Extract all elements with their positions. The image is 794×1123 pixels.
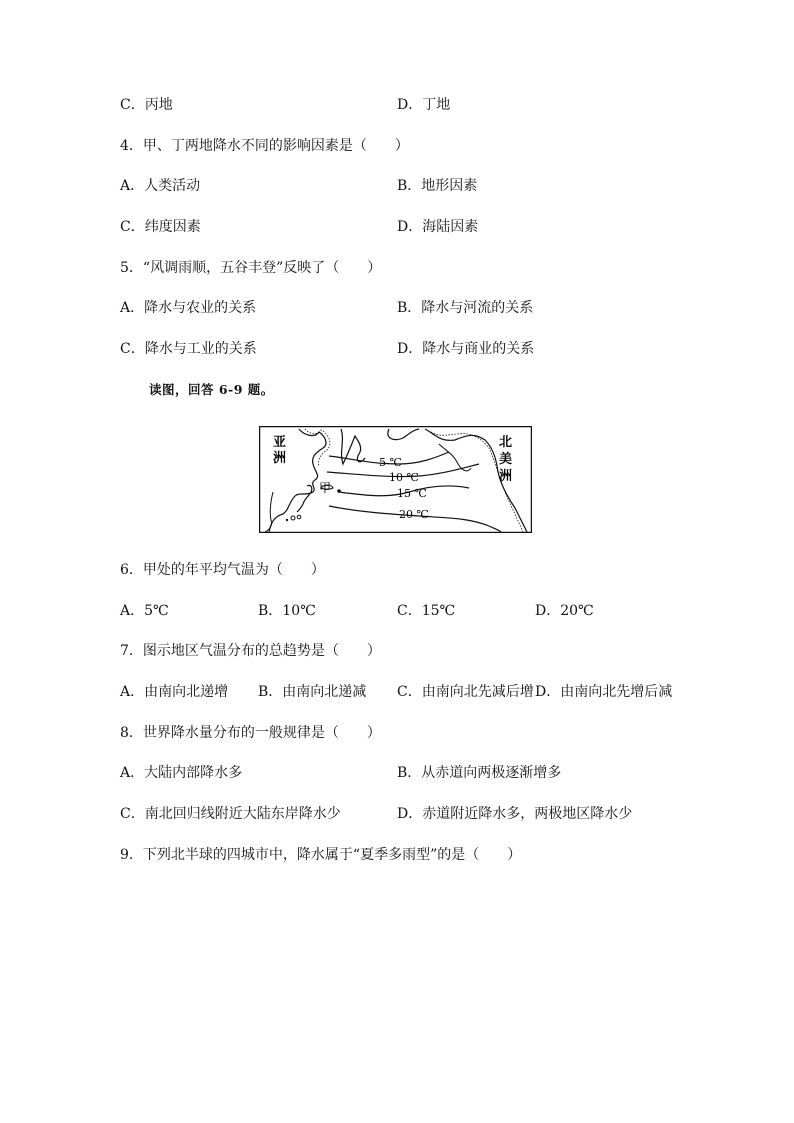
q4-option-a: A．人类活动 <box>120 178 201 194</box>
q8-option-d: D．赤道附近降水多，两极地区降水少 <box>397 806 633 822</box>
point-jia-marker <box>337 489 341 493</box>
q3-option-d: D．丁地 <box>397 97 451 113</box>
q7-option-d: D．由南向北先增后减 <box>535 684 673 700</box>
q7-option-a: A．由南向北递增 <box>120 684 229 700</box>
q4-option-d: D．海陆因素 <box>397 219 479 235</box>
q7-option-c: C．由南向北先减后增 <box>397 684 534 700</box>
q6-option-a: A．5℃ <box>120 603 169 619</box>
q6-stem: 6．甲处的年平均气温为（ ） <box>120 562 325 578</box>
q5-stem: 5．“风调雨顺，五谷丰登”反映了（ ） <box>120 260 382 276</box>
isotherm-label-10: 10 ℃ <box>389 471 419 484</box>
q3-option-c: C．丙地 <box>120 97 173 113</box>
north-america-label-3: 洲 <box>499 469 513 484</box>
q4-stem: 4．甲、丁两地降水不同的影响因素是（ ） <box>120 138 409 154</box>
asia-label-2: 洲 <box>273 451 287 466</box>
q5-option-d: D．降水与商业的关系 <box>397 341 535 357</box>
isotherm-label-20: 20 ℃ <box>399 508 429 521</box>
isotherm-label-15: 15 ℃ <box>397 487 427 500</box>
q9-stem: 9．下列北半球的四城市中，降水属于“夏季多雨型”的是（ ） <box>120 847 522 863</box>
q6-option-d: D．20℃ <box>535 603 594 619</box>
q5-option-b: B．降水与河流的关系 <box>397 300 534 316</box>
read-figure-note: 读图，回答 6-9 题。 <box>149 382 274 397</box>
q6-option-b: B．10℃ <box>258 603 316 619</box>
north-america-label-1: 北 <box>499 435 513 450</box>
q7-stem: 7．图示地区气温分布的总趋势是（ ） <box>120 643 381 659</box>
point-jia-label: 甲 <box>319 481 332 495</box>
q4-option-b: B．地形因素 <box>397 178 478 194</box>
island-3 <box>286 519 288 521</box>
q5-option-c: C．降水与工业的关系 <box>120 341 257 357</box>
q8-option-a: A．大陆内部降水多 <box>120 765 243 781</box>
q6-option-c: C．15℃ <box>397 603 456 619</box>
q8-stem: 8．世界降水量分布的一般规律是（ ） <box>120 725 381 741</box>
q4-option-c: C．纬度因素 <box>120 219 201 235</box>
q7-option-b: B．由南向北递减 <box>258 684 367 700</box>
q8-option-c: C．南北回归线附近大陆东岸降水少 <box>120 806 341 822</box>
q5-option-a: A．降水与农业的关系 <box>120 300 257 316</box>
isotherm-map <box>259 426 532 533</box>
q8-option-b: B．从赤道向两极逐渐增多 <box>397 765 562 781</box>
asia-label-1: 亚 <box>273 435 287 450</box>
isotherm-label-5: 5 ℃ <box>379 456 402 469</box>
north-america-label-2: 美 <box>499 452 513 467</box>
